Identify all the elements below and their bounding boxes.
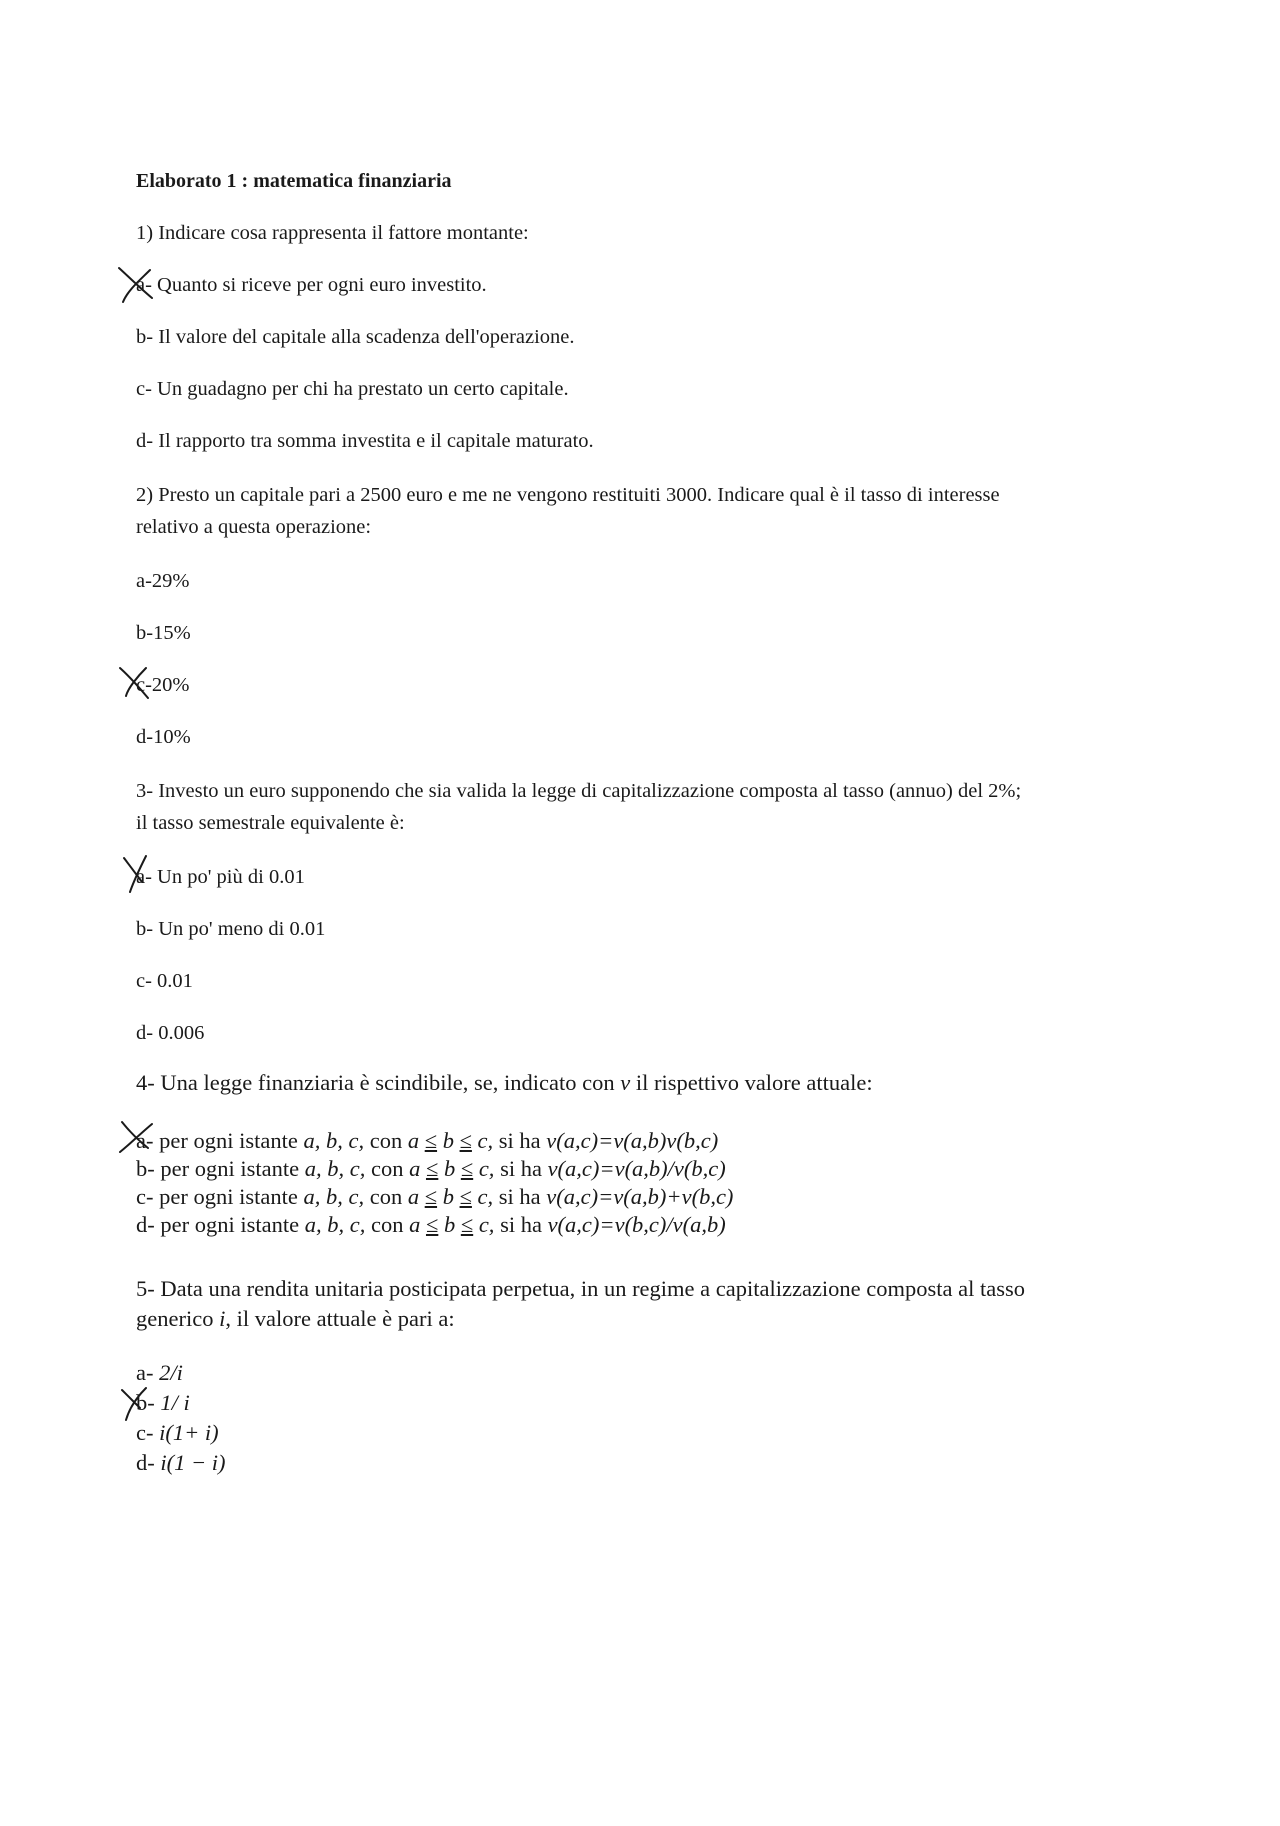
option-prefix: c- xyxy=(136,1420,160,1445)
option-prefix: d- xyxy=(136,1450,161,1475)
option-text: con xyxy=(364,1184,408,1209)
question-text: generico xyxy=(136,1306,220,1331)
option-var: a xyxy=(407,1184,420,1209)
option-formula: v(a,c)=v(a,b)v(b,c) xyxy=(546,1128,719,1153)
option-prefix: a- xyxy=(136,1128,154,1153)
q3-option-c: c- 0.01 xyxy=(136,970,193,992)
question-text: , il valore attuale è pari a: xyxy=(225,1306,455,1331)
option-vars: a, b, c, xyxy=(303,1184,365,1209)
option-var: c, xyxy=(477,1184,494,1209)
leq-sign: ≤ xyxy=(425,1156,439,1181)
option-prefix: b- xyxy=(136,1390,161,1415)
q4-question-var: v xyxy=(620,1070,631,1095)
q5-option-d xyxy=(136,1450,226,1476)
option-prefix: a- xyxy=(136,1360,160,1385)
leq-sign: ≤ xyxy=(424,1128,438,1153)
option-text: con xyxy=(365,1212,410,1237)
q2-question-line2: relativo a questa operazione: xyxy=(136,516,372,538)
q3-question-line1: 3- Investo un euro supponendo che sia valida la legge di capitalizzazione composta al tasso (annuo) del 2%; xyxy=(136,780,1022,802)
q1-option-a: a- Quanto si riceve per ogni euro investito. xyxy=(136,274,487,296)
leq-sign: ≤ xyxy=(459,1128,472,1153)
option-text: per ogni istante xyxy=(153,1128,304,1153)
q4-question xyxy=(136,1070,873,1096)
option-formula: 1/ i xyxy=(160,1390,190,1415)
option-var: b xyxy=(443,1156,456,1181)
option-prefix: d- xyxy=(136,1212,155,1237)
option-text: con xyxy=(364,1128,408,1153)
option-vars: a, b, c, xyxy=(304,1156,366,1181)
option-var: c, xyxy=(478,1156,495,1181)
option-var: a xyxy=(407,1128,420,1153)
option-text: si ha xyxy=(494,1156,548,1181)
q4-option-d xyxy=(136,1212,726,1238)
q3-option-b: b- Un po' meno di 0.01 xyxy=(136,918,326,940)
option-text: con xyxy=(365,1156,410,1181)
q3-option-d: d- 0.006 xyxy=(136,1022,205,1044)
option-formula: v(a,c)=v(a,b)+v(b,c) xyxy=(546,1184,734,1209)
option-text: per ogni istante xyxy=(154,1212,305,1237)
option-text: per ogni istante xyxy=(154,1156,305,1181)
option-vars: a, b, c, xyxy=(304,1212,366,1237)
q2-question-line1: 2) Presto un capitale pari a 2500 euro e me ne vengono restituiti 3000. Indicare qual è il tasso di interesse xyxy=(136,484,1000,506)
q1-option-d: d- Il rapporto tra somma investita e il capitale maturato. xyxy=(136,430,594,452)
option-text: si ha xyxy=(494,1212,548,1237)
option-var: b xyxy=(442,1128,454,1153)
option-formula: v(a,c)=v(a,b)/v(b,c) xyxy=(547,1156,726,1181)
q3-question-line2: il tasso semestrale equivalente è: xyxy=(136,812,405,834)
leq-sign: ≤ xyxy=(459,1184,472,1209)
q1-question: 1) Indicare cosa rappresenta il fattore montante: xyxy=(136,222,529,244)
q5-question-line2 xyxy=(136,1306,455,1332)
answer-x-mark-icon xyxy=(116,1118,156,1158)
option-var: b xyxy=(442,1184,454,1209)
leq-sign: ≤ xyxy=(460,1156,474,1181)
option-formula: 2/i xyxy=(159,1360,183,1385)
option-formula: i(1+ i) xyxy=(159,1420,219,1445)
q5-option-a xyxy=(136,1360,183,1386)
page-title: Elaborato 1 : matematica finanziaria xyxy=(136,170,452,192)
q4-question-post: il rispettivo valore attuale: xyxy=(630,1070,873,1095)
option-var: a xyxy=(409,1156,421,1181)
q5-question-line1: 5- Data una rendita unitaria posticipata perpetua, in un regime a capitalizzazione composta al tasso xyxy=(136,1276,1026,1301)
q1-option-c: c- Un guadagno per chi ha prestato un certo capitale. xyxy=(136,378,569,400)
option-text: si ha xyxy=(493,1128,547,1153)
option-var: a xyxy=(409,1212,421,1237)
q4-option-a xyxy=(136,1128,718,1154)
answer-x-mark-icon xyxy=(116,662,156,702)
option-var: b xyxy=(443,1212,456,1237)
answer-x-mark-icon xyxy=(116,264,156,304)
option-prefix: c- xyxy=(136,1184,154,1209)
q3-option-a: a- Un po' più di 0.01 xyxy=(136,866,305,888)
option-prefix: b- xyxy=(136,1156,155,1181)
q4-option-b xyxy=(136,1156,726,1182)
option-text: per ogni istante xyxy=(153,1184,304,1209)
q2-option-d: d-10% xyxy=(136,726,191,748)
q2-option-c: c-20% xyxy=(136,674,190,696)
question-var: i xyxy=(219,1306,226,1331)
q1-option-b: b- Il valore del capitale alla scadenza dell'operazione. xyxy=(136,326,575,348)
option-formula: v(a,c)=v(b,c)/v(a,b) xyxy=(547,1212,726,1237)
q2-option-b: b-15% xyxy=(136,622,191,644)
q4-question-pre: 4- Una legge finanziaria è scindibile, se, indicato con xyxy=(136,1070,621,1095)
option-var: c, xyxy=(478,1212,495,1237)
q2-option-a: a-29% xyxy=(136,570,190,592)
option-formula: i(1 − i) xyxy=(160,1450,226,1475)
leq-sign: ≤ xyxy=(460,1212,474,1237)
leq-sign: ≤ xyxy=(424,1184,438,1209)
leq-sign: ≤ xyxy=(425,1212,439,1237)
answer-x-mark-icon xyxy=(118,854,158,894)
option-vars: a, b, c, xyxy=(303,1128,365,1153)
answer-x-mark-icon xyxy=(116,1384,156,1424)
option-text: si ha xyxy=(493,1184,547,1209)
q4-option-c xyxy=(136,1184,733,1210)
option-var: c, xyxy=(477,1128,494,1153)
